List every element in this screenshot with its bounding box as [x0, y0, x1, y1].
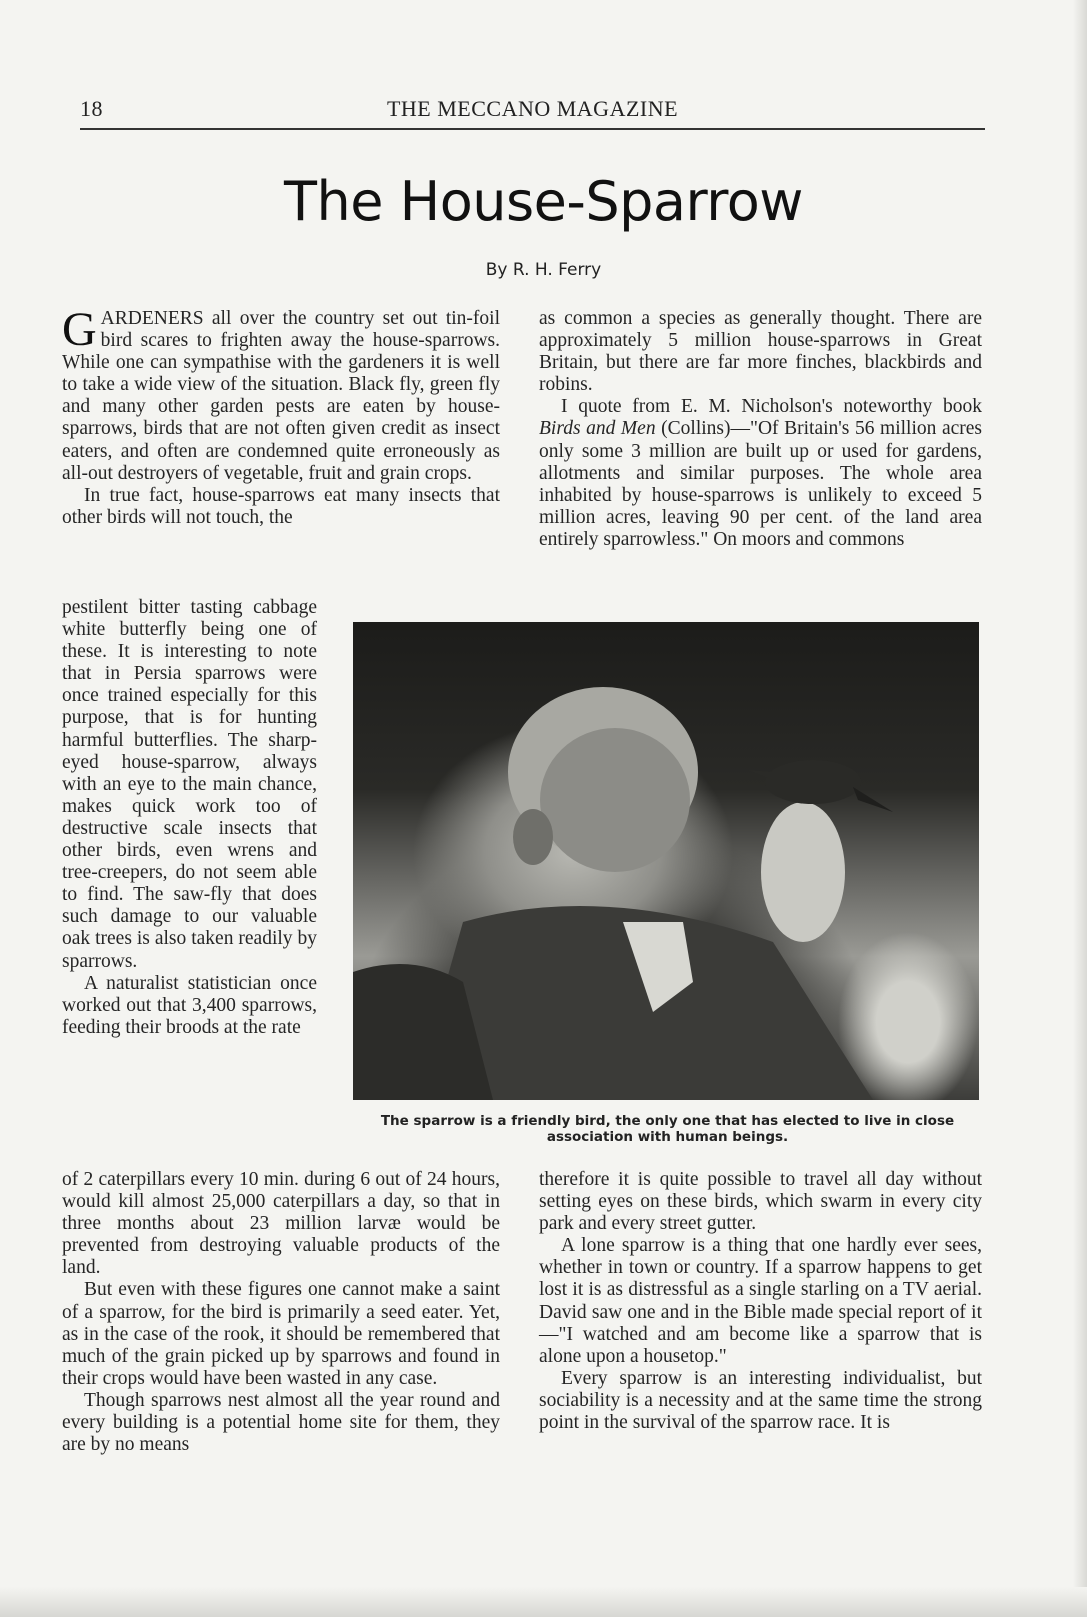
photo-ear-shape [513, 809, 553, 865]
article-title: The House-Sparrow [284, 170, 803, 233]
column-1-upper [62, 303, 500, 529]
paragraph: as common a species as generally thought. There are approximately 5 million house-sparrows in Great Britain, but there are far more finches, blackbirds and robins. [539, 308, 982, 396]
magazine-title: THE MECCANO MAGAZINE [386, 96, 679, 121]
paragraph: In true fact, house-sparrows eat many insects that other birds will not touch, the [62, 484, 500, 528]
paragraph: pestilent bitter tasting cabbage white butterfly being one of these. It is interesting to note that in Persia sparrows were once trained especially for this purpose, that is for hunting harmful butterflies. The sharp-eyed house-sparrow, always with an eye to the main chance, makes quick work too of destructive scale insects that other birds, even wrens and tree-creepers, do not seem able to find. The saw-fly that does such damage to our valuable oak trees is also taken readily by sparrows. [62, 597, 317, 972]
paragraph: A naturalist statistician once worked out that 3,400 sparrows, feeding their broods at the rate [62, 972, 317, 1038]
column-2-lower [539, 1169, 982, 1434]
photo-sparrow-tail-shape [853, 787, 893, 812]
page-bottom-shadow [0, 1587, 1087, 1617]
paragraph: Though sparrows nest almost all the year round and every building is a potential home site for them, they are by no means [62, 1389, 500, 1456]
photo-sparrow-beak-shape [748, 770, 773, 780]
photo-sparrow-shape [765, 760, 861, 804]
paragraph: I quote from E. M. Nicholson's noteworthy book Birds and Men (Collins)—"Of Britain's 56 million acres only some 3 million are built up or used for gardens, allotments and similar purposes. The whole area inhabited by house-sparrows is unlikely to exceed 5 million acres, leaving 90 per cent. of the land area entirely sparrowless." On moors and commons [539, 396, 982, 550]
paragraph: But even with these figures one cannot make a saint of a sparrow, for the bird is primarily a seed eater. Yet, as in the case of the rook, it should be remembered that much of the grain picked up by sparrows and found in their crops would have been wasted in any case. [62, 1279, 500, 1389]
photo-caption: The sparrow is a friendly bird, the only one that has elected to live in close association with human beings. [380, 1113, 955, 1145]
intro-paragraph: GARDENERS all over the country set out tin-foil bird scares to frighten away the house-sparrows. While one can sympathise with the gardeners it is well to take a wide view of the situation. Black fly, green fly and many other garden pests are eaten by house-sparrows, birds that are not often given credit as insect eaters, and often are condemned quite erroneously as all-out destroyers of vegetable, fruit and grain crops. [62, 303, 500, 484]
running-header [80, 94, 985, 128]
paragraph: Every sparrow is an interesting individualist, but sociability is a necessity and at the same time the strong point in the survival of the sparrow race. It is [539, 1367, 982, 1434]
column-2-upper [539, 308, 982, 551]
page-edge-shadow [1073, 0, 1087, 1617]
column-1-lower [62, 1169, 500, 1456]
header-rule [80, 128, 985, 130]
paragraph: A lone sparrow is a thing that one hardly ever sees, whether in town or country. If a sparrow happens to get lost it is as distressful as a single starling on a TV aerial. David saw one and in the Bible made special report of it—"I watched and am become like a sparrow that is alone upon a housetop." [539, 1235, 982, 1367]
article-byline: By R. H. Ferry [485, 260, 602, 280]
sparrow-photo [353, 622, 979, 1100]
drop-cap: G [62, 303, 97, 356]
photo-face-shape [540, 728, 690, 872]
paragraph: of 2 caterpillars every 10 min. during 6 out of 24 hours, would kill almost 25,000 caterpillars a day, so that in three months about 23 million larvæ would be prevented from destroying valuable products of the land. [62, 1169, 500, 1279]
column-1-narrow [62, 597, 317, 1039]
paragraph: therefore it is quite possible to travel all day without setting eyes on these birds, which swarm in every city park and every street gutter. [539, 1169, 982, 1235]
photo-hand-shape [761, 802, 845, 942]
page-number: 18 [80, 96, 103, 121]
book-title: Birds and Men [539, 418, 656, 440]
photo-illustration [353, 622, 979, 1100]
